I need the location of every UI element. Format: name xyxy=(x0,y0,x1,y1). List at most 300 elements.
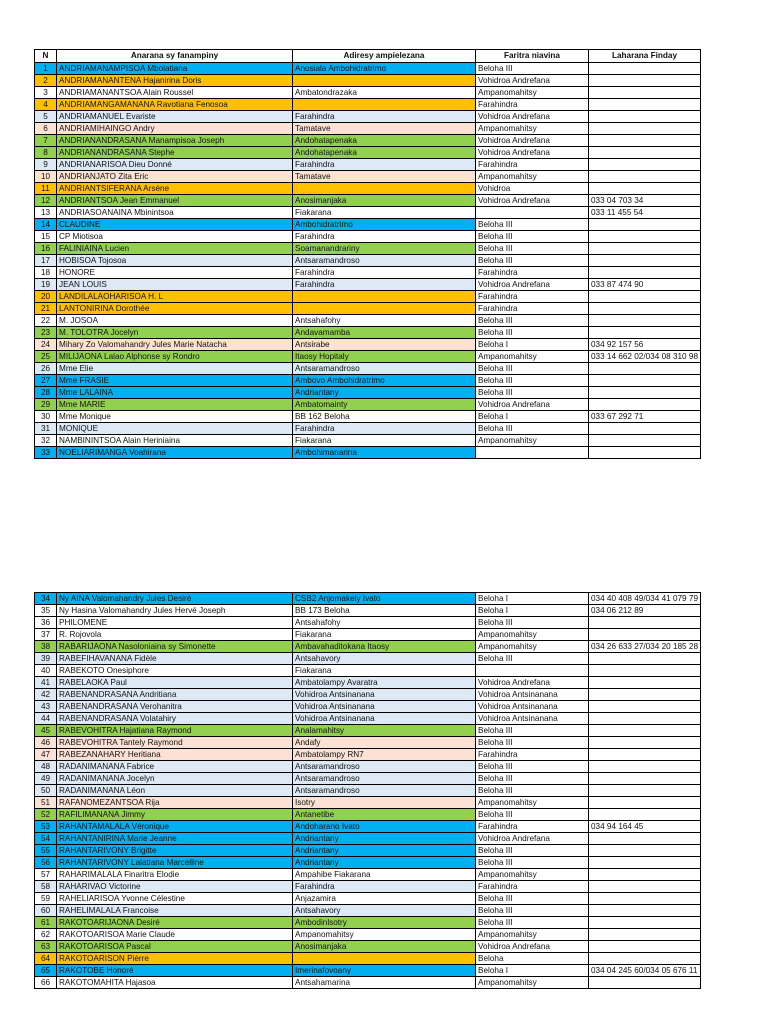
row-name: RABEFIHAVANANA Fidèle xyxy=(57,653,293,665)
table-row xyxy=(35,677,701,689)
row-address: Andafy xyxy=(293,737,476,749)
row-phone xyxy=(589,447,701,459)
row-address: Ambohimanarina xyxy=(293,447,476,459)
row-address: Ambovo Ambohidratrimo xyxy=(293,375,476,387)
row-address: Ambatomainty xyxy=(293,399,476,411)
table-row xyxy=(35,315,701,327)
row-number: 47 xyxy=(35,749,57,761)
header-number: N xyxy=(35,50,57,63)
row-number: 8 xyxy=(35,147,57,159)
table-row xyxy=(35,183,701,195)
row-number: 37 xyxy=(35,629,57,641)
row-name: NOELIARIMANGA Voahirana xyxy=(57,447,293,459)
row-number: 6 xyxy=(35,123,57,135)
table-row xyxy=(35,917,701,929)
table-row xyxy=(35,87,701,99)
row-name: ANDRIANTSIFERANA Arséne xyxy=(57,183,293,195)
row-address: Anosiala Ambohidratrimo xyxy=(293,63,476,75)
row-region: Vohidroa Andrefana xyxy=(476,195,589,207)
row-name: Mme LALAINA xyxy=(57,387,293,399)
row-name: RADANIMANANA Léon xyxy=(57,785,293,797)
row-region: Farahindra xyxy=(476,303,589,315)
row-number: 22 xyxy=(35,315,57,327)
row-address: Farahindra xyxy=(293,231,476,243)
row-address: Antsaramandroso xyxy=(293,761,476,773)
row-name: RAKOTOMAHITA Hajasoa xyxy=(57,977,293,989)
row-phone xyxy=(589,159,701,171)
row-name: NAMBININTSOA Alain Heriniaina xyxy=(57,435,293,447)
table-row xyxy=(35,749,701,761)
row-address: Tamatave xyxy=(293,171,476,183)
row-region: Beloha III xyxy=(476,423,589,435)
row-name: RABEZANAHARY Heritiana xyxy=(57,749,293,761)
row-region: Beloha III xyxy=(476,725,589,737)
row-address: Andriantany xyxy=(293,845,476,857)
row-name: ANDRIAMANANTSOA Alain Roussel xyxy=(57,87,293,99)
table-row xyxy=(35,929,701,941)
table-row xyxy=(35,339,701,351)
row-address: Farahindra xyxy=(293,267,476,279)
row-number: 33 xyxy=(35,447,57,459)
table-row xyxy=(35,905,701,917)
row-number: 4 xyxy=(35,99,57,111)
row-address: Anjazamira xyxy=(293,893,476,905)
row-name: HOBISOA Tojosoa xyxy=(57,255,293,267)
table-row xyxy=(35,63,701,75)
row-phone xyxy=(589,749,701,761)
row-name: CP Miotisoa xyxy=(57,231,293,243)
row-name: RAKOTOARISOA Pascal xyxy=(57,941,293,953)
row-address: Fiakarana xyxy=(293,665,476,677)
row-region: Vohidroa xyxy=(476,183,589,195)
row-region: Farahindra xyxy=(476,821,589,833)
row-region: Vohidroa Andrefana xyxy=(476,279,589,291)
row-number: 63 xyxy=(35,941,57,953)
row-region: Beloha III xyxy=(476,363,589,375)
row-phone: 034 40 408 49/034 41 079 79 xyxy=(589,593,701,605)
row-region: Ampanomahitsy xyxy=(476,641,589,653)
row-phone: 034 94 164 45 xyxy=(589,821,701,833)
row-phone: 034 92 157 56 xyxy=(589,339,701,351)
row-region: Beloha I xyxy=(476,411,589,423)
row-region: Beloha III xyxy=(476,219,589,231)
row-address: Fiakarana xyxy=(293,629,476,641)
row-name: RABENANDRASANA Andritiana xyxy=(57,689,293,701)
row-number: 51 xyxy=(35,797,57,809)
row-region: Beloha III xyxy=(476,243,589,255)
row-region: Beloha III xyxy=(476,893,589,905)
row-region: Vohidroa Andrefana xyxy=(476,75,589,87)
row-number: 49 xyxy=(35,773,57,785)
table-row xyxy=(35,171,701,183)
row-name: M. TOLOTRA Jocelyn xyxy=(57,327,293,339)
row-number: 46 xyxy=(35,737,57,749)
row-region: Vohidroa Antsinanana xyxy=(476,689,589,701)
row-region: Beloha I xyxy=(476,339,589,351)
table-row xyxy=(35,689,701,701)
row-phone xyxy=(589,399,701,411)
row-phone xyxy=(589,243,701,255)
table-row xyxy=(35,773,701,785)
row-address xyxy=(293,99,476,111)
row-name: RAKOTOARISON Pièrre xyxy=(57,953,293,965)
row-region: Beloha III xyxy=(476,617,589,629)
row-name: RABENANDRASANA Verohanitra xyxy=(57,701,293,713)
row-phone: 034 06 212 89 xyxy=(589,605,701,617)
table-row xyxy=(35,447,701,459)
table-row xyxy=(35,267,701,279)
table-row xyxy=(35,351,701,363)
row-address: Andoharano Ivato xyxy=(293,821,476,833)
row-name: ANDRIANANDRASANA Stephe xyxy=(57,147,293,159)
row-number: 25 xyxy=(35,351,57,363)
row-number: 60 xyxy=(35,905,57,917)
table-row xyxy=(35,797,701,809)
row-number: 44 xyxy=(35,713,57,725)
row-name: ANDRIAMANUEL Evariste xyxy=(57,111,293,123)
table-row xyxy=(35,845,701,857)
row-region: Beloha I xyxy=(476,605,589,617)
row-address: Andriantany xyxy=(293,857,476,869)
row-region: Farahindra xyxy=(476,749,589,761)
row-region: Vohidroa Andrefana xyxy=(476,135,589,147)
row-number: 56 xyxy=(35,857,57,869)
table-row xyxy=(35,219,701,231)
row-region xyxy=(476,447,589,459)
row-region: Beloha xyxy=(476,953,589,965)
table-row xyxy=(35,111,701,123)
row-name: RABELAOKA Paul xyxy=(57,677,293,689)
row-phone xyxy=(589,665,701,677)
row-address: Farahindra xyxy=(293,279,476,291)
row-address: Andohatapenaka xyxy=(293,147,476,159)
row-address: Andohatapenaka xyxy=(293,135,476,147)
table-row xyxy=(35,977,701,989)
row-phone xyxy=(589,941,701,953)
row-name: ANDRIAMIHAINGO Andry xyxy=(57,123,293,135)
row-name: ANDRIANJATO Zita Eric xyxy=(57,171,293,183)
table-row xyxy=(35,279,701,291)
row-address xyxy=(293,953,476,965)
row-name: RAHARIVAO Victorine xyxy=(57,881,293,893)
row-phone xyxy=(589,327,701,339)
row-region: Beloha III xyxy=(476,63,589,75)
table-row xyxy=(35,195,701,207)
table-row xyxy=(35,821,701,833)
table-row xyxy=(35,99,701,111)
row-name: Mme Elie xyxy=(57,363,293,375)
table-row xyxy=(35,605,701,617)
row-phone xyxy=(589,761,701,773)
row-number: 18 xyxy=(35,267,57,279)
row-name: ANDRIASOANAINA Mbinintsoa xyxy=(57,207,293,219)
row-name: LANDILALAOHARISOA H. L xyxy=(57,291,293,303)
row-number: 27 xyxy=(35,375,57,387)
row-number: 26 xyxy=(35,363,57,375)
table-row xyxy=(35,761,701,773)
row-address: Ambatolampy RN7 xyxy=(293,749,476,761)
row-region: Ampanomahitsy xyxy=(476,977,589,989)
row-address: CSB2 Anjomakely Ivato xyxy=(293,593,476,605)
row-phone xyxy=(589,87,701,99)
row-phone xyxy=(589,809,701,821)
row-name: RAHELIMALALA Francoise xyxy=(57,905,293,917)
row-name: RAHELIARISOA Yvonne Célestine xyxy=(57,893,293,905)
row-region: Farahindra xyxy=(476,99,589,111)
table-row xyxy=(35,713,701,725)
row-name: HONORE xyxy=(57,267,293,279)
row-phone xyxy=(589,111,701,123)
row-number: 23 xyxy=(35,327,57,339)
row-name: RAHANTANIRINA Marie Jeanne xyxy=(57,833,293,845)
row-region: Farahindra xyxy=(476,267,589,279)
table-row xyxy=(35,291,701,303)
row-phone xyxy=(589,617,701,629)
row-address: Vohidroa Antsinanana xyxy=(293,689,476,701)
row-number: 3 xyxy=(35,87,57,99)
row-number: 39 xyxy=(35,653,57,665)
table-row xyxy=(35,387,701,399)
row-phone xyxy=(589,231,701,243)
row-phone xyxy=(589,99,701,111)
row-address: Farahindra xyxy=(293,423,476,435)
table-row xyxy=(35,653,701,665)
row-number: 64 xyxy=(35,953,57,965)
row-address: Fiakarana xyxy=(293,207,476,219)
row-name: RABARIJAONA Nasoloniaina sy Simonette xyxy=(57,641,293,653)
row-name: JEAN LOUIS xyxy=(57,279,293,291)
row-region: Ampanomahitsy xyxy=(476,435,589,447)
row-number: 61 xyxy=(35,917,57,929)
table-row xyxy=(35,159,701,171)
row-address: Antsahavory xyxy=(293,905,476,917)
row-address: Vohidroa Antsinanana xyxy=(293,701,476,713)
row-region: Ampanomahitsy xyxy=(476,351,589,363)
row-name: CLAUDINE xyxy=(57,219,293,231)
row-phone xyxy=(589,677,701,689)
row-phone xyxy=(589,423,701,435)
row-phone xyxy=(589,869,701,881)
row-phone xyxy=(589,917,701,929)
row-region: Beloha III xyxy=(476,809,589,821)
row-address: Ambatondrazaka xyxy=(293,87,476,99)
table-row xyxy=(35,893,701,905)
row-name: ANDRIAMANAMPISOA Mbolatiana xyxy=(57,63,293,75)
row-region: Ampanomahitsy xyxy=(476,123,589,135)
row-name: RABEVOHITRA Hajatiana Raymond xyxy=(57,725,293,737)
table-row xyxy=(35,411,701,423)
table-row xyxy=(35,207,701,219)
row-number: 50 xyxy=(35,785,57,797)
row-address: Antsahafohy xyxy=(293,617,476,629)
row-phone xyxy=(589,63,701,75)
row-address: Imerinafovoany xyxy=(293,965,476,977)
table-row xyxy=(35,423,701,435)
header-address: Adiresy ampielezana xyxy=(293,50,476,63)
row-phone xyxy=(589,219,701,231)
row-region: Farahindra xyxy=(476,159,589,171)
row-name: RABEKOTO Onesiphore xyxy=(57,665,293,677)
row-number: 58 xyxy=(35,881,57,893)
row-phone xyxy=(589,797,701,809)
row-name: LANTONIRINA Dorothée xyxy=(57,303,293,315)
row-region: Farahindra xyxy=(476,881,589,893)
row-name: RAFANOMEZANTSOA Rija xyxy=(57,797,293,809)
row-number: 54 xyxy=(35,833,57,845)
row-name: Ny AINA Valomahandry Jules Desiré xyxy=(57,593,293,605)
row-number: 24 xyxy=(35,339,57,351)
row-address: Ambatolampy Avaratra xyxy=(293,677,476,689)
row-phone xyxy=(589,929,701,941)
row-address xyxy=(293,75,476,87)
row-address: Andriantany xyxy=(293,387,476,399)
row-region xyxy=(476,207,589,219)
row-phone xyxy=(589,435,701,447)
row-address: Andavamamba xyxy=(293,327,476,339)
table-row xyxy=(35,941,701,953)
row-region: Farahindra xyxy=(476,291,589,303)
row-phone xyxy=(589,977,701,989)
row-number: 9 xyxy=(35,159,57,171)
row-number: 43 xyxy=(35,701,57,713)
row-phone xyxy=(589,123,701,135)
row-name: RADANIMANANA Fabrice xyxy=(57,761,293,773)
table-row xyxy=(35,809,701,821)
row-phone: 033 11 455 54 xyxy=(589,207,701,219)
table-row xyxy=(35,135,701,147)
table-1-body xyxy=(35,63,701,459)
row-address: Analamahitsy xyxy=(293,725,476,737)
row-region: Beloha III xyxy=(476,255,589,267)
table-row xyxy=(35,243,701,255)
row-phone xyxy=(589,701,701,713)
table-row xyxy=(35,327,701,339)
row-phone xyxy=(589,135,701,147)
row-number: 13 xyxy=(35,207,57,219)
row-address: Anosimanjaka xyxy=(293,941,476,953)
row-address: Soamanandrariny xyxy=(293,243,476,255)
row-region: Vohidroa Antsinanana xyxy=(476,701,589,713)
row-number: 5 xyxy=(35,111,57,123)
row-number: 41 xyxy=(35,677,57,689)
table-row xyxy=(35,641,701,653)
row-name: RAHANTARIVONY Brigitte xyxy=(57,845,293,857)
row-number: 59 xyxy=(35,893,57,905)
row-address: Ambohidratrimo xyxy=(293,219,476,231)
row-region: Ampanomahitsy xyxy=(476,797,589,809)
row-address: Isotry xyxy=(293,797,476,809)
row-region: Beloha III xyxy=(476,857,589,869)
row-name: Mme Monique xyxy=(57,411,293,423)
row-name: R. Rojovola xyxy=(57,629,293,641)
row-region: Beloha III xyxy=(476,917,589,929)
row-phone xyxy=(589,183,701,195)
table-row xyxy=(35,303,701,315)
row-region: Beloha III xyxy=(476,761,589,773)
table-row xyxy=(35,593,701,605)
row-number: 57 xyxy=(35,869,57,881)
row-phone: 033 67 292 71 xyxy=(589,411,701,423)
row-address: BB 173 Beloha xyxy=(293,605,476,617)
row-address: Ambavahaditokana Itaosy xyxy=(293,641,476,653)
row-address: Antsahafohy xyxy=(293,315,476,327)
row-phone xyxy=(589,833,701,845)
contact-table-1 xyxy=(34,49,701,459)
row-phone: 034 26 633 27/034 20 185 28 xyxy=(589,641,701,653)
row-number: 45 xyxy=(35,725,57,737)
row-name: M. JOSOA xyxy=(57,315,293,327)
row-name: Mihary Zo Valomahandry Jules Marie Natacha xyxy=(57,339,293,351)
row-region: Beloha III xyxy=(476,653,589,665)
table-row xyxy=(35,617,701,629)
row-region: Beloha III xyxy=(476,845,589,857)
row-phone xyxy=(589,653,701,665)
row-number: 10 xyxy=(35,171,57,183)
row-name: RABEVOHITRA Tantely Raymond xyxy=(57,737,293,749)
row-number: 36 xyxy=(35,617,57,629)
row-address: Andriantany xyxy=(293,833,476,845)
row-region: Vohidroa Andrefana xyxy=(476,833,589,845)
row-region: Vohidroa Andrefana xyxy=(476,111,589,123)
row-address: Antsaramandroso xyxy=(293,785,476,797)
row-region: Ampanomahitsy xyxy=(476,171,589,183)
row-number: 11 xyxy=(35,183,57,195)
row-address xyxy=(293,303,476,315)
row-name: RAKOTOARISOA Marie Claude xyxy=(57,929,293,941)
row-region: Beloha III xyxy=(476,785,589,797)
row-number: 48 xyxy=(35,761,57,773)
row-number: 38 xyxy=(35,641,57,653)
row-number: 65 xyxy=(35,965,57,977)
row-region: Ampanomahitsy xyxy=(476,629,589,641)
row-name: RADANIMANANA Jocelyn xyxy=(57,773,293,785)
row-address: Anosimanjaka xyxy=(293,195,476,207)
row-address: Antsaramandroso xyxy=(293,363,476,375)
row-name: MILIJAONA Lalao Alphonse sy Rondro xyxy=(57,351,293,363)
row-phone xyxy=(589,75,701,87)
table-row xyxy=(35,629,701,641)
row-address: Antsirabe xyxy=(293,339,476,351)
table-row xyxy=(35,231,701,243)
row-address: Ampahibe Fiakarana xyxy=(293,869,476,881)
row-name: ANDRIAMANGAMANANA Ravotiana Fenosoa xyxy=(57,99,293,111)
row-phone: 034 04 245 60/034 05 676 11 xyxy=(589,965,701,977)
row-phone xyxy=(589,303,701,315)
row-region: Vohidroa Andrefana xyxy=(476,941,589,953)
table-row xyxy=(35,399,701,411)
row-phone xyxy=(589,785,701,797)
row-address: Ampanomahitsy xyxy=(293,929,476,941)
row-address: Farahindra xyxy=(293,881,476,893)
row-number: 62 xyxy=(35,929,57,941)
row-number: 66 xyxy=(35,977,57,989)
row-address: Farahindra xyxy=(293,111,476,123)
row-region: Vohidroa Andrefana xyxy=(476,147,589,159)
row-region: Vohidroa Andrefana xyxy=(476,399,589,411)
row-region: Vohidroa Andrefana xyxy=(476,677,589,689)
row-number: 53 xyxy=(35,821,57,833)
row-address: Antsahamarina xyxy=(293,977,476,989)
row-region: Beloha III xyxy=(476,315,589,327)
table-row xyxy=(35,375,701,387)
row-phone xyxy=(589,255,701,267)
row-phone xyxy=(589,905,701,917)
table-row xyxy=(35,965,701,977)
row-phone xyxy=(589,881,701,893)
row-number: 34 xyxy=(35,593,57,605)
row-name: ANDRIANTSOA Jean Emmanuel xyxy=(57,195,293,207)
table-row xyxy=(35,737,701,749)
